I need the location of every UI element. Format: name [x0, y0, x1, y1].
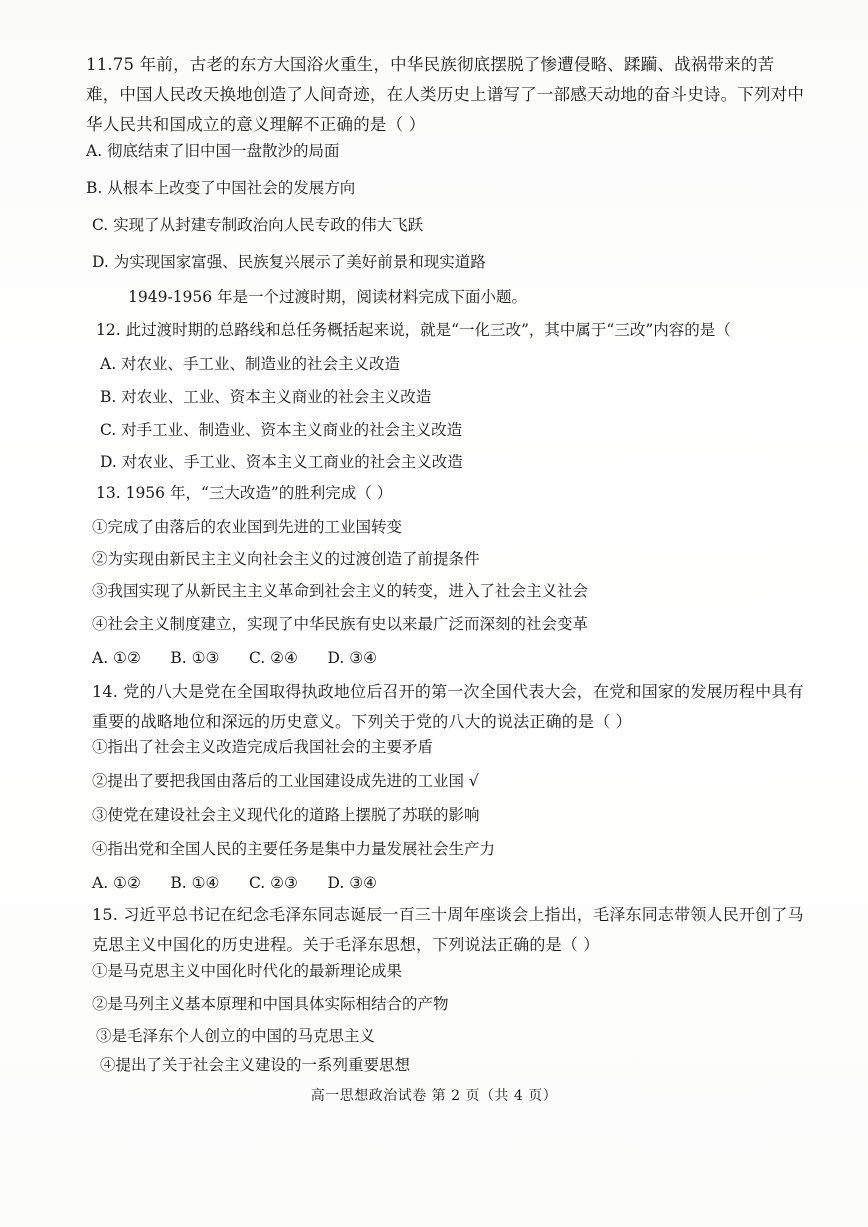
question-15-statement-3: ③是毛泽东个人创立的中国的马克思主义	[96, 1027, 376, 1045]
question-12-option-b: B. 对农业、工业、资本主义商业的社会主义改造	[100, 388, 432, 406]
question-11-option-d: D. 为实现国家富强、民族复兴展示了美好前景和现实道路	[92, 253, 486, 271]
question-13-statement-2: ②为实现由新民主主义向社会主义的过渡创造了前提条件	[92, 550, 480, 568]
question-13-choices: A. ①② B. ①③ C. ②④ D. ③④	[92, 649, 378, 667]
question-11-option-c: C. 实现了从封建专制政治向人民专政的伟大飞跃	[92, 216, 424, 234]
question-14-statement-4: ④指出党和全国人民的主要任务是集中力量发展社会生产力	[92, 840, 496, 858]
question-13-statement-4: ④社会主义制度建立，实现了中华民族有史以来最广泛而深刻的社会变革	[92, 615, 589, 633]
question-12-option-a: A. 对农业、手工业、制造业的社会主义改造	[100, 355, 401, 373]
question-13-statement-3: ③我国实现了从新民主主义革命到社会主义的转变，进入了社会主义社会	[92, 582, 589, 600]
question-12-option-c: C. 对手工业、制造业、资本主义商业的社会主义改造	[100, 421, 463, 439]
question-14-statement-3: ③使党在建设社会主义现代化的道路上摆脱了苏联的影响	[92, 806, 480, 824]
question-12-stem: 12. 此过渡时期的总路线和总任务概括起来说，就是“一化三改”，其中属于“三改”内容的是（	[96, 321, 731, 339]
question-14-stem: 14. 党的八大是党在全国取得执政地位后召开的第一次全国代表大会，在党和国家的发展历程中具有重要的战略地位和深远的历史意义。下列关于党的八大的说法正确的是（ ）	[92, 682, 804, 731]
question-13-stem: 13. 1956 年，“三大改造”的胜利完成（ ）	[96, 484, 393, 502]
question-14-choices: A. ①② B. ①④ C. ②③ D. ③④	[92, 874, 378, 892]
question-13-statement-1: ①完成了由落后的农业国到先进的工业国转变	[92, 518, 403, 536]
question-12-option-d: D. 对农业、手工业、资本主义工商业的社会主义改造	[100, 453, 463, 471]
question-15-stem: 15. 习近平总书记在纪念毛泽东同志诞辰一百三十周年座谈会上指出，毛泽东同志带领人民开创了马克思主义中国化的历史进程。关于毛泽东思想，下列说法正确的是（ ）	[92, 905, 804, 954]
reading-intro: 1949-1956 年是一个过渡时期，阅读材料完成下面小题。	[128, 288, 528, 306]
question-11-option-a: A. 彻底结束了旧中国一盘散沙的局面	[86, 142, 340, 160]
question-14-statement-2: ②提出了要把我国由落后的工业国建设成先进的工业国 √	[92, 772, 479, 790]
question-15-statement-4: ④提出了关于社会主义建设的一系列重要思想	[100, 1056, 411, 1074]
question-11-option-b: B. 从根本上改变了中国社会的发展方向	[86, 179, 356, 197]
question-15-statement-2: ②是马列主义基本原理和中国具体实际相结合的产物	[92, 995, 449, 1013]
question-14-statement-1: ①指出了社会主义改造完成后我国社会的主要矛盾	[92, 738, 434, 756]
page-footer: 高一思想政治试卷 第 2 页（共 4 页）	[310, 1088, 558, 1104]
question-15-statement-1: ①是马克思主义中国化时代化的最新理论成果	[92, 962, 403, 980]
question-11-stem: 11.75 年前，古老的东方大国浴火重生，中华民族彻底摆脱了惨遭侵略、蹂躏、战祸带来的苦难，中国人民改天换地创造了人间奇迹，在人类历史上谱写了一部感天动地的奋斗史诗。下列对中华人民共和国成立的意义理解不正确的是（ ）	[86, 55, 805, 134]
